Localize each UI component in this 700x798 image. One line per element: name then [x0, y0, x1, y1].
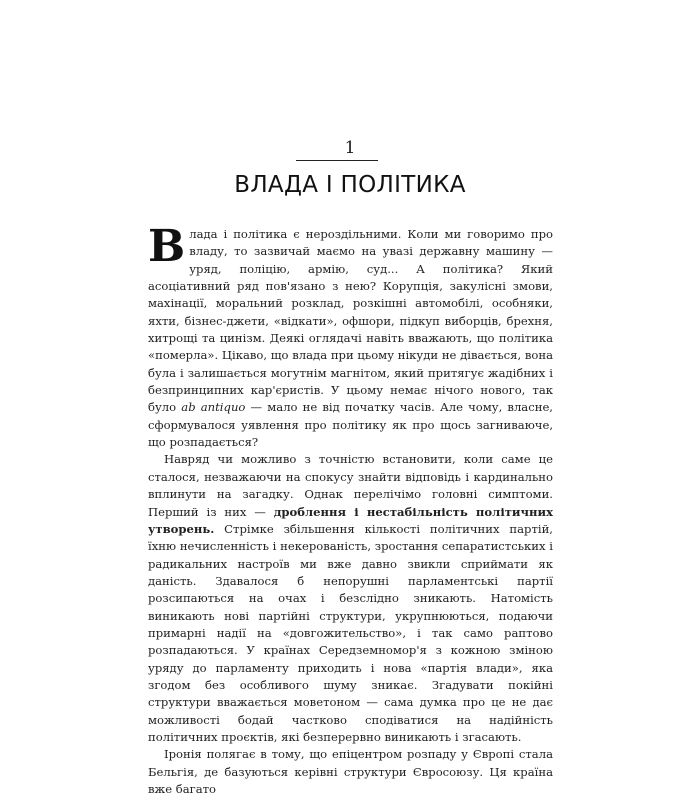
paragraph-1 [148, 221, 553, 451]
paragraph-text: Стрімке збільшення кількості політичних партій, їхню нечисленність і некерованість, зростання сепаратистських і радикальних настроїв ми вже давно звикли сприймати як даність. Здавалося б непорушні парламентські партії розсипаються на очах і безслідно зникають. Натомість виникають нові партійні структури, укрупнюються, подаючи примарні надії на «довгожительство», і так само раптово розпадаються. У країнах Середземномор'я з кожною зміною уряду до парламенту приходить і нова «партія влади», яка згодом без особливого шуму зникає. Згадувати покійні структури вважається моветоном — сама думка про це не дає можливості бодай частково сподіватися на надійність політичних проєктів, які безперервно виникають і згасають. [148, 521, 553, 744]
paragraph-2 [148, 451, 553, 746]
latin-phrase: ab antiquo [181, 400, 246, 415]
drop-cap: В [148, 221, 186, 272]
paragraph-text: лада і політика є нероздільними. Коли ми говоримо про владу, то зазвичай маємо на увазі державну машину — уряд, поліцію, армію, суд... А політика? Який асоціативний ряд пов'язано з нею? Корупція, закулісні змови, махінації, моральний розклад, розкішні автомобілі, особняки, яхти, бізнес-джети, «відкати», офшори, підкуп виборців, брехня, хитрощі та цинізм. Деякі оглядачі навіть вважають, що політика «померла». Цікаво, що влада при цьому нікуди не дівається, вона була і залишається могутнім магнітом, який притягує жадібних і безпринципних кар'єристів. У цьому немає нічого нового, так було [148, 227, 553, 415]
chapter-title: ВЛАДА І ПОЛІТИКА [234, 172, 466, 198]
emphasis-text: дроблення і нестабільність політичних утворень. [148, 504, 553, 536]
chapter-body [148, 221, 553, 798]
paragraph-text: Навряд чи можливо з точністю встановити, коли саме це сталося, незважаючи на спокусу знайти відповідь і кардинально вплинути на загадку. Однак перелічімо головні симптоми. Перший із них — [148, 452, 553, 519]
chapter-number: 1 [344, 138, 356, 158]
paragraph-text: Іронія полягає в тому, що епіцентром розпаду у Європі стала Бельгія, де базуються керівні структури Євросоюзу. Ця країна вже багато [148, 747, 553, 796]
chapter-divider [296, 160, 378, 161]
paragraph-3 [148, 746, 553, 798]
paragraph-text: — мало не від початку часів. Але чому, власне, сформувалося уявлення про політику як про щось загниваюче, що розпадається? [148, 400, 553, 450]
